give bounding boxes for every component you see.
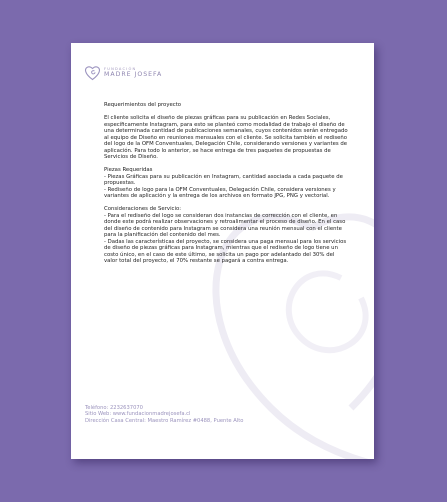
heart-swirl-logo-icon xyxy=(84,65,101,81)
pieces-item: - Rediseño de logo para la OFM Conventuales, Delegación Chile, considera versiones y variantes de aplicación y la entrega de los archivos en formato JPG, PNG y vectorial. xyxy=(104,186,336,199)
contact-footer xyxy=(85,405,243,424)
considerations-item: - Dadas las características del proyecto, se considera una paga mensual para los servicios de diseño de piezas gráficas para Instagram, mientras que el rediseño de logo tiene un costo único, en el caso de este último, se solicita un pago por adelantado del 30% del valor total del proyecto, el 70% restante se pagará a contra entrega. xyxy=(104,238,347,264)
logo-foundation-label: FUNDACIÓN xyxy=(104,66,137,71)
pieces-item: - Piezas Gráficas para su publicación en Instagram, cantidad asociada a cada paquete de propuestas. xyxy=(104,173,343,186)
document-heading: Requerimientos del proyecto xyxy=(104,102,182,108)
document-body xyxy=(104,102,349,265)
footer-website: Sitio Web: www.fundacionmadrejosefa.cl xyxy=(85,411,191,418)
considerations-item: - Para el rediseño del logo se consideran dos instancias de corrección con el cliente, en donde este podrá realizar observaciones y retroalimentar el proceso de diseño. En el caso del diseño de contenido para Instagram se considera una reunión mensual con el cliente para la planificación del contenido del mes. xyxy=(104,212,346,238)
foundation-logo xyxy=(84,65,162,81)
letterhead-page xyxy=(71,43,374,459)
pieces-title: Piezas Requeridas xyxy=(104,167,153,173)
intro-paragraph: El cliente solicita el diseño de piezas gráficas para su publicación en Redes Sociales, específicamente Instagram, para esto se planteó como modalidad de trabajo el diseño de una determinada cantidad de publicaciones semanales, cuyos contenidos serán entregado al equipo de Diseño en reuniones mensuales con el cliente. Se solicita también el rediseño del logo de la OFM Conventuales, Delegación Chile, considerando versiones y variantes de aplicación. Para todo lo anterior, se hace entrega de tres paquetes de propuestas de Servicios de Diseño. xyxy=(104,115,348,160)
footer-phone: Teléfono: 2232637070 xyxy=(85,405,143,411)
considerations-title: Consideraciones de Servicio: xyxy=(104,206,182,212)
logo-name: MADRE JOSEFA xyxy=(104,71,163,79)
footer-address: Dirección Casa Central: Maestro Ramírez #0488, Puente Alto xyxy=(85,417,244,424)
